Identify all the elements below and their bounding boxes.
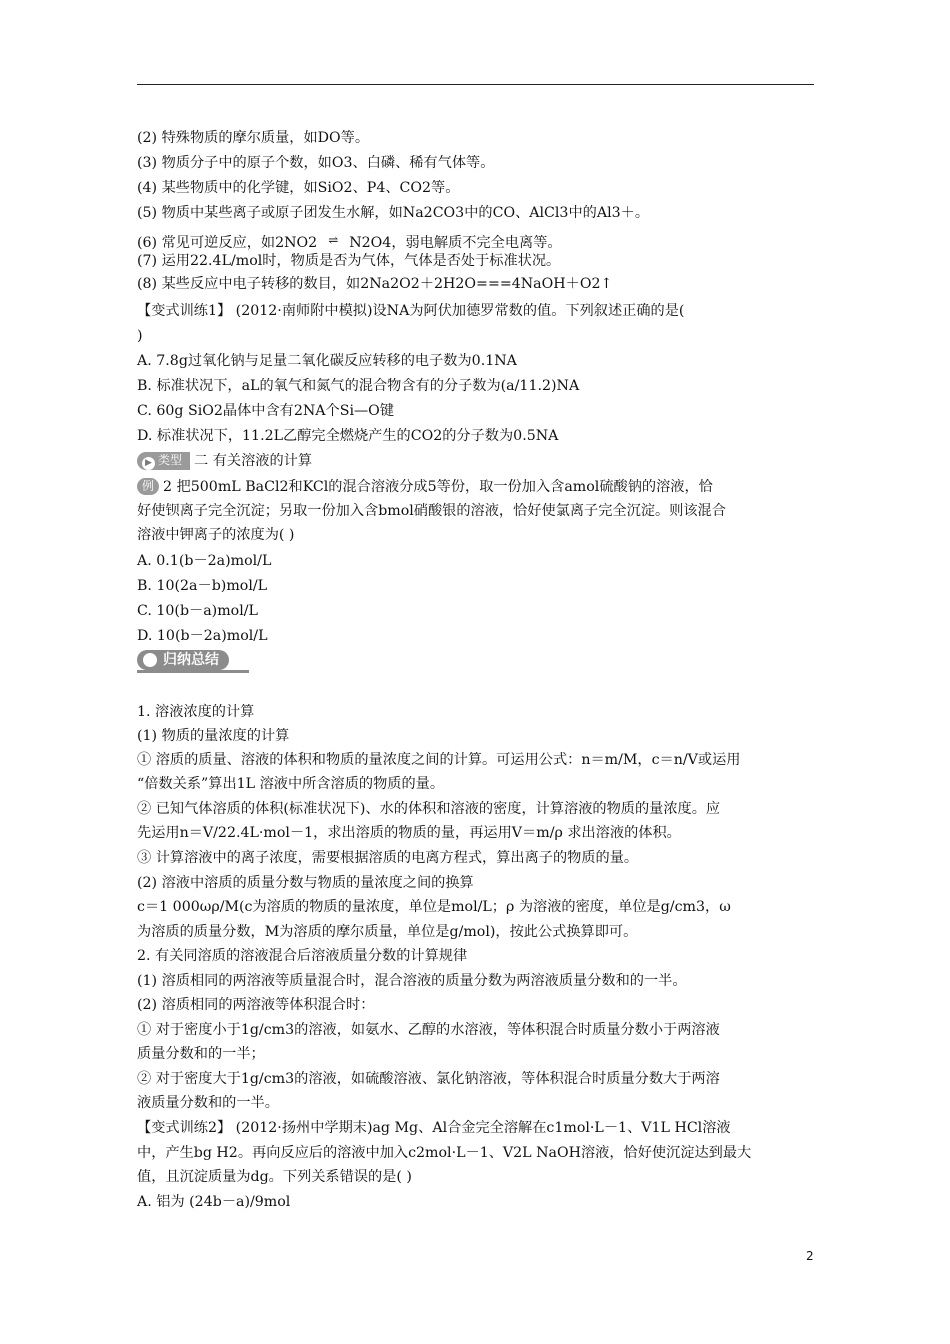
type-heading-text: 二 有关溶液的计算 xyxy=(194,453,313,469)
summary-line: 质量分数和的一半； xyxy=(137,1046,265,1062)
exercise1-stem: ) xyxy=(137,328,143,344)
text-line: (7) 运用22.4L/mol时，物质是否为气体，气体是否处于标准状况。 xyxy=(137,253,561,269)
type-badge: ▶ 类型 xyxy=(137,452,190,470)
type-heading xyxy=(137,451,312,471)
exercise1-option-d: D. 标准状况下，11.2L乙醇完全燃烧产生的CO2的分子数为0.5NA xyxy=(137,428,559,444)
exercise1-option-b: B. 标准状况下，aL的氧气和氮气的混合物含有的分子数为(a/11.2)NA xyxy=(137,378,580,394)
example-badge: 例 xyxy=(137,478,159,495)
example2-option-d: D. 10(b－2a)mol/L xyxy=(137,628,268,644)
text-line: (2) 特殊物质的摩尔质量，如DO等。 xyxy=(137,130,370,146)
summary-line: ③ 计算溶液中的离子浓度，需要根据溶质的电离方程式，算出离子的物质的量。 xyxy=(137,850,639,866)
exercise2-stem: 中，产生bg H2。再向反应后的溶液中加入c2mol·L－1、V2L NaOH溶液，恰好使沉淀达到最大 xyxy=(137,1145,752,1161)
summary-line: 1. 溶液浓度的计算 xyxy=(137,704,255,720)
exercise2-stem: 值，且沉淀质量为dg。下列关系错误的是( ) xyxy=(137,1169,412,1185)
reversible-arrow-icon: ⇌ xyxy=(328,233,339,247)
text-line-reversible xyxy=(137,230,562,253)
summary-line: ① 对于密度小于1g/cm3的溶液，如氨水、乙醇的水溶液，等体积混合时质量分数小于两溶液 xyxy=(137,1022,720,1038)
exercise2-stem: 【变式训练2】 (2012·扬州中学期末)ag Mg、Al合金完全溶解在c1mol·L－1、V1L HCl溶液 xyxy=(137,1120,731,1136)
example2-option-b: B. 10(2a－b)mol/L xyxy=(137,578,268,594)
example2-stem: 好使钡离子完全沉淀；另取一份加入含bmol硝酸银的溶液，恰好使氯离子完全沉淀。则该混合 xyxy=(137,503,726,519)
summary-line: “倍数关系”算出1L 溶液中所含溶质的物质的量。 xyxy=(137,776,445,792)
summary-line: c＝1 000ωρ/M(c为溶质的物质的量浓度，单位是mol/L；ρ 为溶液的密度，单位是g/cm3，ω xyxy=(137,899,731,915)
summary-line: 先运用n＝V/22.4L·mol－1，求出溶质的物质的量，再运用V＝m/ρ 求出溶液的体积。 xyxy=(137,825,681,841)
header-rule xyxy=(137,84,814,85)
line6-after: N2O4，弱电解质不完全电离等。 xyxy=(349,235,562,251)
summary-line: ① 溶质的质量、溶液的体积和物质的量浓度之间的计算。可运用公式：n＝m/M，c＝n/V或运用 xyxy=(137,752,741,768)
summary-line: (1) 物质的量浓度的计算 xyxy=(137,728,290,744)
line6-before: (6) 常见可逆反应，如2NO2 xyxy=(137,235,318,251)
example2-stem: 溶液中钾离子的浓度为( ) xyxy=(137,527,295,543)
text-line: (8) 某些反应中电子转移的数目，如2Na2O2＋2H2O===4NaOH＋O2↑ xyxy=(137,276,613,292)
summary-line: 液质量分数和的一半。 xyxy=(137,1095,279,1111)
summary-line: (1) 溶质相同的两溶液等质量混合时，混合溶液的质量分数为两溶液质量分数和的一半。 xyxy=(137,973,687,989)
summary-line: ② 已知气体溶质的体积(标准状况下)、水的体积和溶液的密度，计算溶液的物质的量浓度。应 xyxy=(137,801,721,817)
example2-option-a: A. 0.1(b－2a)mol/L xyxy=(137,553,272,569)
exercise1-stem: 【变式训练1】 (2012·南师附中模拟)设NA为阿伏加德罗常数的值。下列叙述正确的是( xyxy=(137,303,685,319)
play-arrow-icon: ▶ xyxy=(142,457,155,470)
summary-underline xyxy=(137,670,249,673)
example2-stem: 例 2 把500mL BaCl2和KCl的混合溶液分成5等份，取一份加入含amol硫酸钠的溶液，恰 xyxy=(137,477,713,497)
summary-line: (2) 溶质相同的两溶液等体积混合时： xyxy=(137,997,375,1013)
summary-line: (2) 溶液中溶质的质量分数与物质的量浓度之间的换算 xyxy=(137,875,474,891)
summary-title: 归纳总结 xyxy=(137,650,229,670)
summary-line: ② 对于密度大于1g/cm3的溶液，如硫酸溶液、氯化钠溶液，等体积混合时质量分数大于两溶 xyxy=(137,1071,720,1087)
exercise2-option-a: A. 铝为 (24b－a)/9mol xyxy=(137,1194,291,1210)
page-number: 2 xyxy=(806,1249,814,1263)
text-line: (5) 物质中某些离子或原子团发生水解，如Na2CO3中的CO、AlCl3中的Al3＋。 xyxy=(137,205,650,221)
text-line: (3) 物质分子中的原子个数，如O3、白磷、稀有气体等。 xyxy=(137,155,495,171)
exercise1-option-c: C. 60g SiO2晶体中含有2NA个Si—O键 xyxy=(137,403,395,419)
text-line: (4) 某些物质中的化学键，如SiO2、P4、CO2等。 xyxy=(137,180,460,196)
summary-line: 2. 有关同溶质的溶液混合后溶液质量分数的计算规律 xyxy=(137,948,468,964)
example2-option-c: C. 10(b－a)mol/L xyxy=(137,603,258,619)
summary-line: 为溶质的质量分数，M为溶质的摩尔质量，单位是g/mol)，按此公式换算即可。 xyxy=(137,924,638,940)
exercise1-option-a: A. 7.8g过氧化钠与足量二氧化碳反应转移的电子数为0.1NA xyxy=(137,353,517,369)
summary-heading xyxy=(137,649,229,673)
